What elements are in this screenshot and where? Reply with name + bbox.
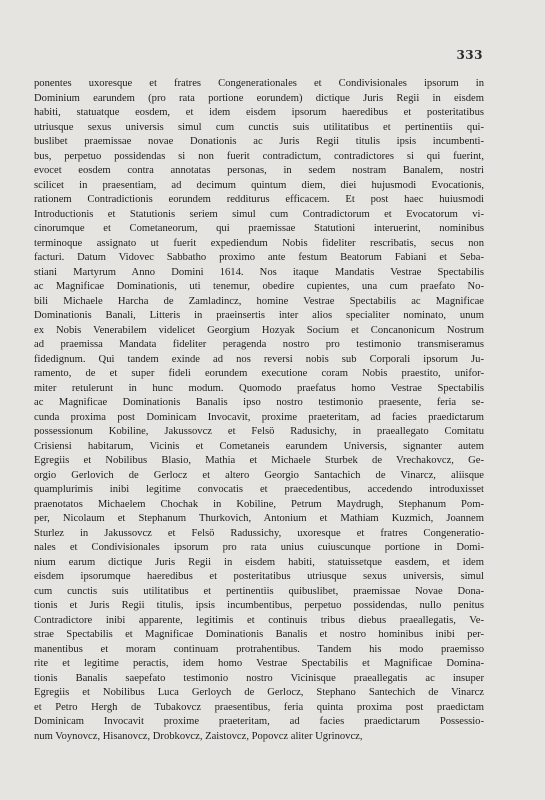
- text-line: Introductionis et Statutionis seriem simul cum Contradictorum et Evocatorum vi-: [34, 208, 484, 220]
- text-line: bus, perpetuo possidendas si non fuerit contradictum, contradictores si qui fuerint,: [34, 150, 484, 162]
- text-line: cum cunctis suis utilitatibus et pertinentiis quibuslibet, praemissae Novae Dona-: [34, 585, 484, 597]
- text-line: ad praemissa Mandata fideliter peragenda nostro pro testimonio transmiseramus: [34, 339, 484, 350]
- text-line: ac Magnificae Dominationis, uti tenemur, obedire cupientes, una cum praefato No-: [34, 281, 484, 292]
- text-line: possessionum Kobiline, Jakussovcz et Felsö Radusichy, in praeallegato Comitatu: [34, 426, 484, 437]
- text-line: ponentes uxoresque et fratres Congenerationales et Condivisionales ipsorum in: [34, 78, 484, 89]
- text-line: Contradictore inibi apparente, legitimis et continuis tribus diebus praeallegatis, Ve-: [34, 614, 484, 626]
- text-line: buslibet praemissae novae Donationis ac Juris Regii titulis ipsis incumbenti-: [34, 136, 484, 147]
- text-line: Egregiis et Nobilibus Blasio, Mathia et Michaele Sturbek de Vrechakovcz, Ge-: [34, 455, 484, 466]
- text-line: rite et legitime peractis, idem homo Vestrae Spectabilis et Magnificae Domina-: [34, 658, 484, 669]
- page-number: 333: [456, 48, 483, 62]
- text-line: utriusque sexus universis simul cum cunctis suis utilitatibus et pertinentiis qui-: [34, 121, 484, 133]
- text-line: miter retulerunt in hunc modum. Quomodo praefatus homo Vestrae Spectabilis: [34, 382, 484, 394]
- text-line: num Voynovcz, Hisanovcz, Drobkovcz, Zaistovcz, Popovcz aliter Ugrinovcz,: [34, 730, 363, 742]
- text-line: et Petro Hergh de Tubakovcz praesentibus, feria quinta proxima post praedictam: [34, 701, 484, 713]
- text-line: per, Nicolaum et Stephanum Thurkovich, Antonium et Mathiam Kuzmich, Joannem: [34, 513, 484, 524]
- text-line: rationem Contradictionis eorundem redditurus efficacem. Et post haec huiusmodi: [34, 194, 484, 205]
- body-text: [34, 77, 484, 744]
- text-line: praenotatos Michaelem Chochak in Kobiline, Petrum Maydrugh, Stephanum Pom-: [34, 498, 484, 510]
- text-line: orgio Gerlovich de Gerlocz et altero Georgio Santachich de Vinarcz, aliisque: [34, 469, 484, 481]
- text-line: tionis Banalis saepefato testimonio nostro Vicinisque praeallegatis ac insuper: [34, 672, 484, 684]
- text-line: Crisiensi habitarum, Vicinis et Cometaneis earundem Universis, signanter autem: [34, 440, 484, 452]
- text-line: Dominicam Invocavit proxime praeteritam, ad facies praedictarum Possessio-: [34, 716, 484, 727]
- text-line: habiti, statuatque eosdem, et idem eisdem ipsorum haeredibus et posteritatibus: [34, 107, 484, 118]
- text-line: cinorumque et Cometaneorum, qui praemissae Statutioni interuerint, nominibus: [34, 223, 484, 234]
- text-line: eisdem ipsorumque haeredibus et posteritatibus utriusque sexus universis, simul: [34, 571, 484, 582]
- text-line: nales et Condivisionales ipsorum pro rata unius cuiuscunque portione in Domi-: [34, 542, 484, 553]
- text-line: stiani Martyrum Anno Domini 1614. Nos itaque Mandatis Vestrae Spectabilis: [34, 266, 484, 278]
- text-line: fidedignum. Qui tandem exinde ad nos reversi nobis sub Corporali ipsorum Ju-: [34, 353, 484, 365]
- text-line: ac Magnificae Dominationis Banalis ipso nostro testimonio praesente, feria se-: [34, 397, 484, 408]
- text-line: ramento, de et super fideli eorundem executione coram Nobis praestito, unifor-: [34, 368, 484, 379]
- text-line: facturi. Datum Vidovec Sabbatho proximo ante festum Beatorum Fabiani et Seba-: [34, 252, 484, 263]
- text-line: bili Michaele Harcha de Zamladincz, homine Vestrae Spectabilis ac Magnificae: [34, 295, 484, 307]
- text-line: strae Spectabilis et Magnificae Dominationis Banalis et nostro hominibus inibi per-: [34, 629, 484, 640]
- text-line: evocet eosdem contra annotatas personas, in sedem nostram Banalem, nostri: [34, 165, 484, 176]
- text-line: scilicet in praesentiam, ad decimum quintum diem, diei hujusmodi Evocationis,: [34, 179, 484, 191]
- text-line: ex Nobis Venerabilem videlicet Georgium Hozyak Socium et Concanonicum Nostrum: [34, 324, 484, 336]
- text-line: Dominationis Banali, Litteris in praeinsertis inter alios specialiter nominato, unum: [34, 310, 484, 321]
- text-line: Dominium earundem (pro rata portione eorundem) dictique Juris Regii in eisdem: [34, 92, 484, 104]
- text-line: tionis et Juris Regii titulis, ipsis incumbentibus, perpetuo possidendas, nullo penitus: [34, 600, 484, 611]
- text-line: Sturlez in Jakussovcz et Felsö Radussichy, uxoresque et fratres Congeneratio-: [34, 527, 484, 539]
- text-line: terminoque assignato ut fuerit expediendum Nobis fideliter rescribatis, secus non: [34, 237, 484, 249]
- text-line: nium earum dictique Juris Regii in eisdem habiti, statuissetque easdem, et idem: [34, 556, 484, 568]
- text-line: Egregiis et Nobilibus Luca Gerloych de Gerlocz, Stephano Santechich de Vinarcz: [34, 687, 484, 698]
- text-line: quamplurimis inibi legitime convocatis et praecedentibus, accedendo introduxisset: [34, 484, 484, 495]
- text-line: cunda proxima post Dominicam Invocavit, proxime praeteritam, ad facies praedictarum: [34, 411, 484, 423]
- text-line: manentibus et moram continuam protrahentibus. Tandem his modo praemisso: [34, 643, 484, 655]
